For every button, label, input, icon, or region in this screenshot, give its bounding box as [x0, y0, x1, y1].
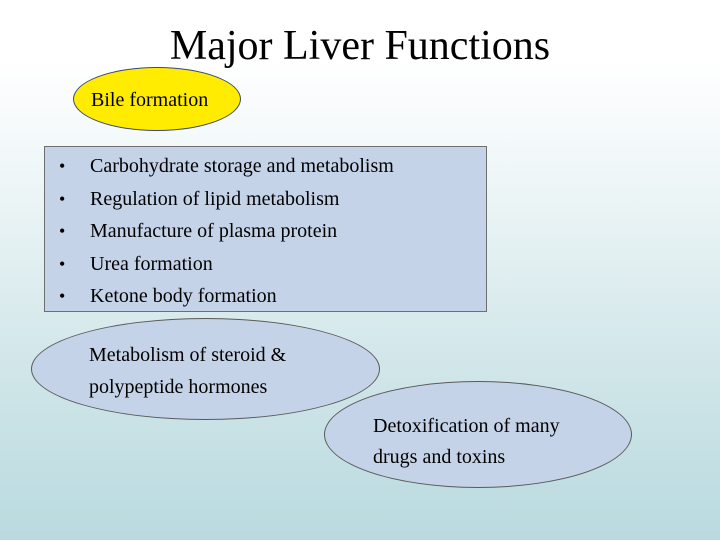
bullet-icon: • — [59, 253, 66, 274]
detox-line-2: drugs and toxins — [373, 446, 506, 468]
list-item — [45, 215, 486, 248]
liver-functions-box — [44, 146, 487, 312]
function-item-text: Carbohydrate storage and metabolism — [90, 155, 394, 177]
bile-formation-label: Bile formation — [91, 89, 209, 111]
list-item — [45, 280, 486, 313]
steroid-metabolism-text — [89, 339, 286, 403]
liver-functions-list — [45, 150, 486, 313]
function-item-text: Manufacture of plasma protein — [90, 220, 338, 242]
list-item — [45, 183, 486, 216]
slide-title: Major Liver Functions — [169, 23, 551, 69]
bullet-icon: • — [59, 221, 66, 241]
function-item-text: Urea formation — [90, 252, 213, 275]
detox-line-1: Detoxification of many — [373, 415, 560, 437]
bullet-icon: • — [59, 156, 66, 176]
list-item — [45, 150, 486, 183]
detoxification-text — [373, 411, 560, 473]
bullet-icon: • — [59, 188, 66, 209]
steroid-line-1: Metabolism of steroid & — [89, 344, 287, 366]
bullet-icon: • — [59, 286, 66, 306]
function-item-text: Ketone body formation — [90, 285, 277, 307]
function-item-text: Regulation of lipid metabolism — [90, 187, 340, 210]
steroid-line-2: polypeptide hormones — [89, 376, 268, 398]
list-item — [45, 248, 486, 281]
